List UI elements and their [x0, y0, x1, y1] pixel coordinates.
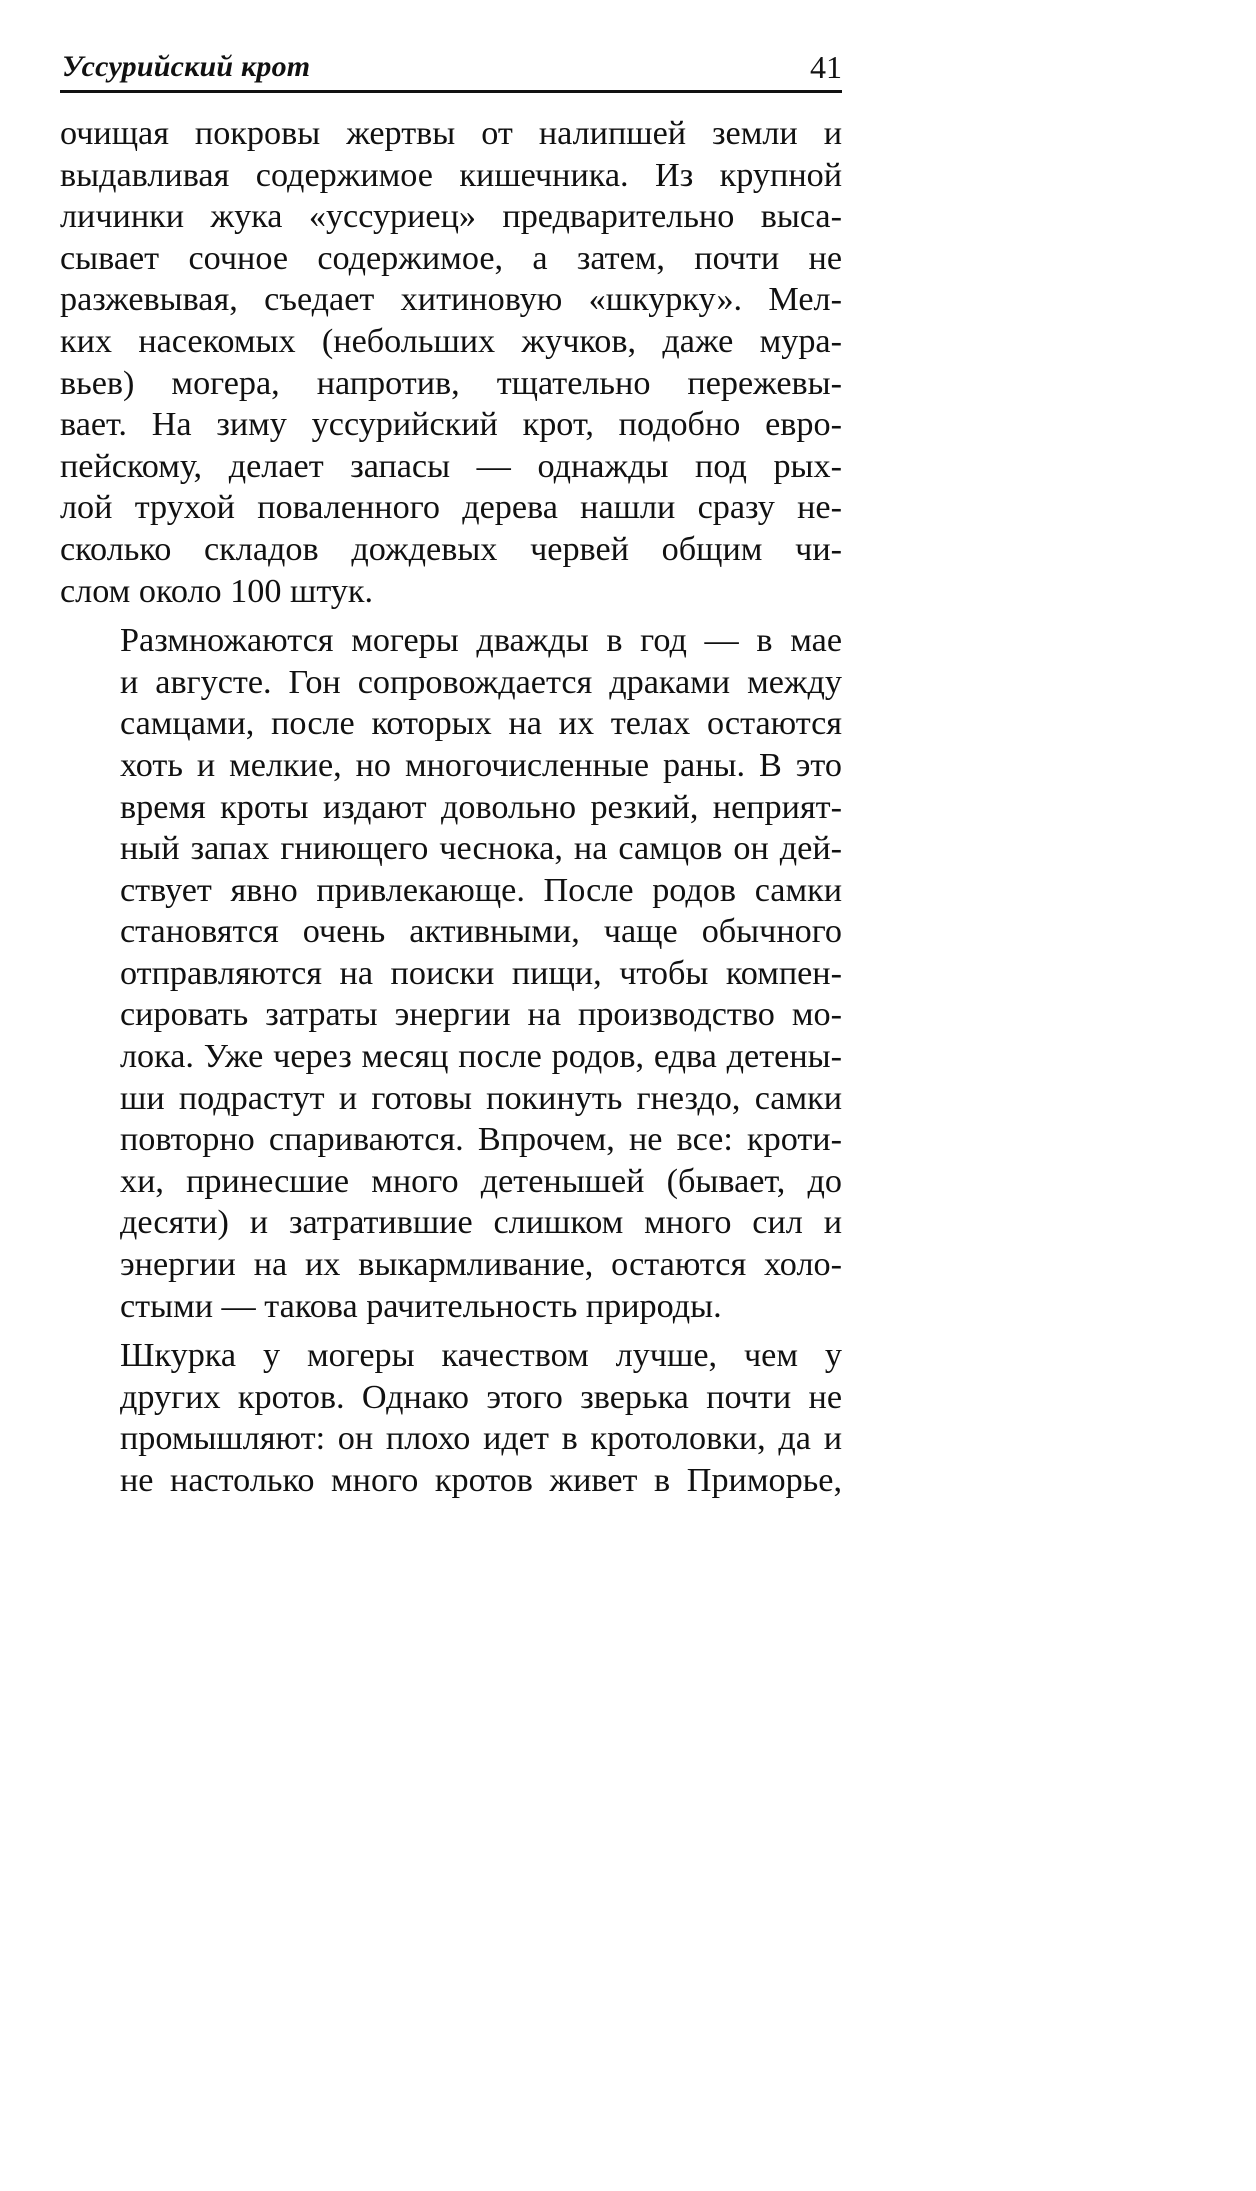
- page-number: 41: [810, 49, 842, 85]
- text-line: повторно спариваются. Впрочем, не все: кроти-: [120, 1121, 842, 1159]
- text-line: ких насекомых (небольших жучков, даже мура-: [60, 322, 842, 360]
- text-line: сывает сочное содержимое, а затем, почти не: [60, 239, 842, 277]
- text-line: очищая покровы жертвы от налипшей земли и: [60, 115, 842, 152]
- text-line: лой трухой поваленного дерева нашли сразу не-: [60, 489, 842, 527]
- text-line: личинки жука «уссуриец» предварительно выса-: [60, 198, 842, 236]
- paragraph-1: [60, 113, 842, 612]
- text-line: хи, принесшие много детенышей (бывает, до: [120, 1162, 842, 1200]
- text-line: отправляются на поиски пищи, чтобы компен-: [120, 954, 842, 992]
- text-line: и августе. Гон сопровождается драками между: [120, 663, 842, 701]
- running-title: Уссурийский крот: [62, 50, 311, 83]
- text-line: ный запах гниющего чеснока, на самцов он дей-: [120, 830, 842, 868]
- text-line: вает. На зиму уссурийский крот, подобно евро-: [60, 406, 842, 444]
- text-line: ши подрастут и готовы покинуть гнездо, самки: [120, 1079, 842, 1117]
- text-line: не настолько много кротов живет в Приморье,: [120, 1462, 842, 1499]
- text-line: сколько складов дождевых червей общим чи-: [60, 530, 842, 568]
- text-line: вьев) могера, напротив, тщательно пережевы-: [60, 364, 842, 402]
- text-line: ствует явно привлекающе. После родов самки: [120, 871, 842, 909]
- text-line: время кроты издают довольно резкий, неприят-: [120, 788, 842, 826]
- text-line: выдавливая содержимое кишечника. Из крупной: [60, 156, 842, 194]
- text-line: слом около 100 штук.: [60, 572, 374, 610]
- text-line: сировать затраты энергии на производство мо-: [120, 996, 842, 1034]
- book-page: [60, 44, 842, 1502]
- text-line: Шкурка у могеры качеством лучше, чем у: [120, 1337, 842, 1375]
- text-line: стыми — такова рачительность природы.: [120, 1287, 722, 1325]
- body-text: [60, 113, 842, 1502]
- paragraph-2: [60, 620, 842, 1327]
- text-line: пейскому, делает запасы — однажды под рых-: [60, 447, 842, 485]
- paragraph-3: [60, 1335, 842, 1501]
- text-line: лока. Уже через месяц после родов, едва детены-: [120, 1038, 842, 1076]
- text-line: разжевывая, съедает хитиновую «шкурку». Мел-: [60, 281, 842, 319]
- text-line: энергии на их выкармливание, остаются холо-: [120, 1246, 842, 1284]
- text-line: Размножаются могеры дважды в год — в мае: [120, 622, 842, 660]
- text-line: промышляют: он плохо идет в кротоловки, да и: [120, 1420, 842, 1458]
- running-head: [60, 44, 842, 93]
- text-line: становятся очень активными, чаще обычного: [120, 913, 842, 951]
- text-line: самцами, после которых на их телах остаются: [120, 705, 842, 743]
- text-line: хоть и мелкие, но многочисленные раны. В это: [120, 746, 842, 784]
- text-line: других кротов. Однако этого зверька почти не: [120, 1378, 842, 1416]
- text-line: десяти) и затратившие слишком много сил и: [120, 1204, 842, 1242]
